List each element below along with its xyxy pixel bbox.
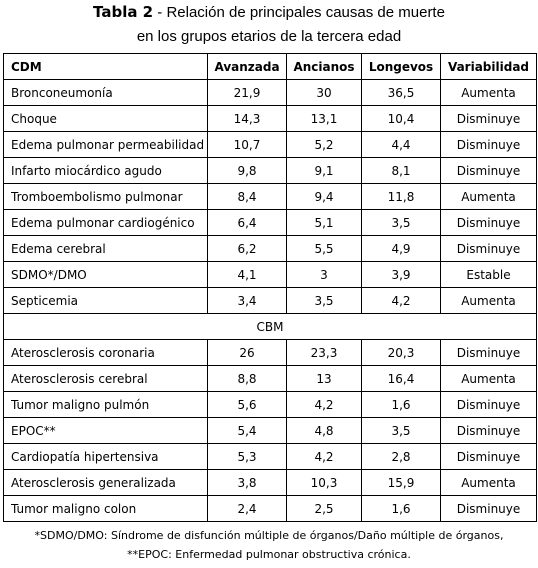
avanzada-cell: 5,3 [208,444,287,470]
header-row [4,54,537,80]
variabilidad-cell: Estable [441,262,537,288]
cause-cell: Cardiopatía hipertensiva [4,444,208,470]
ancianos-cell: 10,3 [287,470,362,496]
table-row [4,158,537,184]
table-row [4,496,537,522]
cdm-section [4,80,537,314]
longevos-cell: 3,9 [362,262,441,288]
cause-cell: Aterosclerosis coronaria [4,340,208,366]
variabilidad-cell: Disminuye [441,106,537,132]
table-row [4,470,537,496]
ancianos-cell: 5,5 [287,236,362,262]
longevos-cell: 16,4 [362,366,441,392]
table-caption-line1 [0,3,538,22]
avanzada-cell: 14,3 [208,106,287,132]
ancianos-cell: 3,5 [287,288,362,314]
ancianos-cell: 9,1 [287,158,362,184]
column-header-ancianos: Ancianos [287,54,362,80]
avanzada-cell: 8,4 [208,184,287,210]
cause-cell: Tumor maligno colon [4,496,208,522]
variabilidad-cell: Aumenta [441,288,537,314]
avanzada-cell: 6,4 [208,210,287,236]
longevos-cell: 4,4 [362,132,441,158]
ancianos-cell: 13 [287,366,362,392]
table-caption-line2: en los grupos etarios de la tercera edad [136,28,402,45]
column-header-longevos: Longevos [362,54,441,80]
cause-cell: EPOC** [4,418,208,444]
ancianos-cell: 4,2 [287,444,362,470]
avanzada-cell: 21,9 [208,80,287,106]
table-row [4,236,537,262]
section-label-cbm: CBM [4,314,537,340]
longevos-cell: 36,5 [362,80,441,106]
cause-cell: Bronconeumonía [4,80,208,106]
table-row [4,184,537,210]
ancianos-cell: 30 [287,80,362,106]
cause-cell: Tumor maligno pulmón [4,392,208,418]
longevos-cell: 3,5 [362,418,441,444]
avanzada-cell: 5,4 [208,418,287,444]
table-row [4,132,537,158]
cause-cell: Edema cerebral [4,236,208,262]
ancianos-cell: 2,5 [287,496,362,522]
column-header-variabilidad: Variabilidad [441,54,537,80]
variabilidad-cell: Disminuye [441,158,537,184]
table-row [4,106,537,132]
ancianos-cell: 4,2 [287,392,362,418]
cause-cell: Infarto miocárdico agudo [4,158,208,184]
cause-cell: Aterosclerosis cerebral [4,366,208,392]
longevos-cell: 3,5 [362,210,441,236]
cause-cell: SDMO*/DMO [4,262,208,288]
cause-cell: Septicemia [4,288,208,314]
cause-cell: Choque [4,106,208,132]
ancianos-cell: 9,4 [287,184,362,210]
footnote-epoc: **EPOC: Enfermedad pulmonar obstructiva crónica. [127,548,411,561]
variabilidad-cell: Aumenta [441,366,537,392]
longevos-cell: 1,6 [362,496,441,522]
longevos-cell: 4,2 [362,288,441,314]
avanzada-cell: 5,6 [208,392,287,418]
table-row [4,366,537,392]
cause-cell: Edema pulmonar cardiogénico [4,210,208,236]
ancianos-cell: 5,2 [287,132,362,158]
cbm-section-header [4,314,537,340]
avanzada-cell: 4,1 [208,262,287,288]
cause-cell: Aterosclerosis generalizada [4,470,208,496]
variabilidad-cell: Aumenta [441,184,537,210]
variabilidad-cell: Disminuye [441,392,537,418]
footnote-sdmo: *SDMO/DMO: Síndrome de disfunción múltiple de órganos/Daño múltiple de órganos, [34,529,504,542]
avanzada-cell: 10,7 [208,132,287,158]
table-row [4,210,537,236]
ancianos-cell: 13,1 [287,106,362,132]
cbm-section [4,340,537,522]
ancianos-cell: 4,8 [287,418,362,444]
variabilidad-cell: Aumenta [441,470,537,496]
table-caption-text: - Relación de principales causas de muerte [153,4,445,21]
variabilidad-cell: Disminuye [441,418,537,444]
ancianos-cell: 5,1 [287,210,362,236]
avanzada-cell: 26 [208,340,287,366]
avanzada-cell: 6,2 [208,236,287,262]
variabilidad-cell: Aumenta [441,80,537,106]
avanzada-cell: 2,4 [208,496,287,522]
variabilidad-cell: Disminuye [441,444,537,470]
column-header-avanzada: Avanzada [208,54,287,80]
ancianos-cell: 3 [287,262,362,288]
ancianos-cell: 23,3 [287,340,362,366]
table-row [4,418,537,444]
avanzada-cell: 8,8 [208,366,287,392]
avanzada-cell: 9,8 [208,158,287,184]
variabilidad-cell: Disminuye [441,236,537,262]
longevos-cell: 1,6 [362,392,441,418]
longevos-cell: 11,8 [362,184,441,210]
avanzada-cell: 3,8 [208,470,287,496]
column-header-cdm: CDM [4,54,208,80]
table-row [4,262,537,288]
table-row [4,340,537,366]
table-row [4,288,537,314]
variabilidad-cell: Disminuye [441,132,537,158]
causes-of-death-table [3,53,537,522]
section-row [4,314,537,340]
cause-cell: Edema pulmonar permeabilidad [4,132,208,158]
longevos-cell: 15,9 [362,470,441,496]
table-row [4,80,537,106]
longevos-cell: 2,8 [362,444,441,470]
variabilidad-cell: Disminuye [441,496,537,522]
longevos-cell: 8,1 [362,158,441,184]
table-label: Tabla 2 [93,3,154,21]
avanzada-cell: 3,4 [208,288,287,314]
longevos-cell: 20,3 [362,340,441,366]
table-row [4,444,537,470]
variabilidad-cell: Disminuye [441,210,537,236]
longevos-cell: 4,9 [362,236,441,262]
longevos-cell: 10,4 [362,106,441,132]
cause-cell: Tromboembolismo pulmonar [4,184,208,210]
table-row [4,392,537,418]
variabilidad-cell: Disminuye [441,340,537,366]
